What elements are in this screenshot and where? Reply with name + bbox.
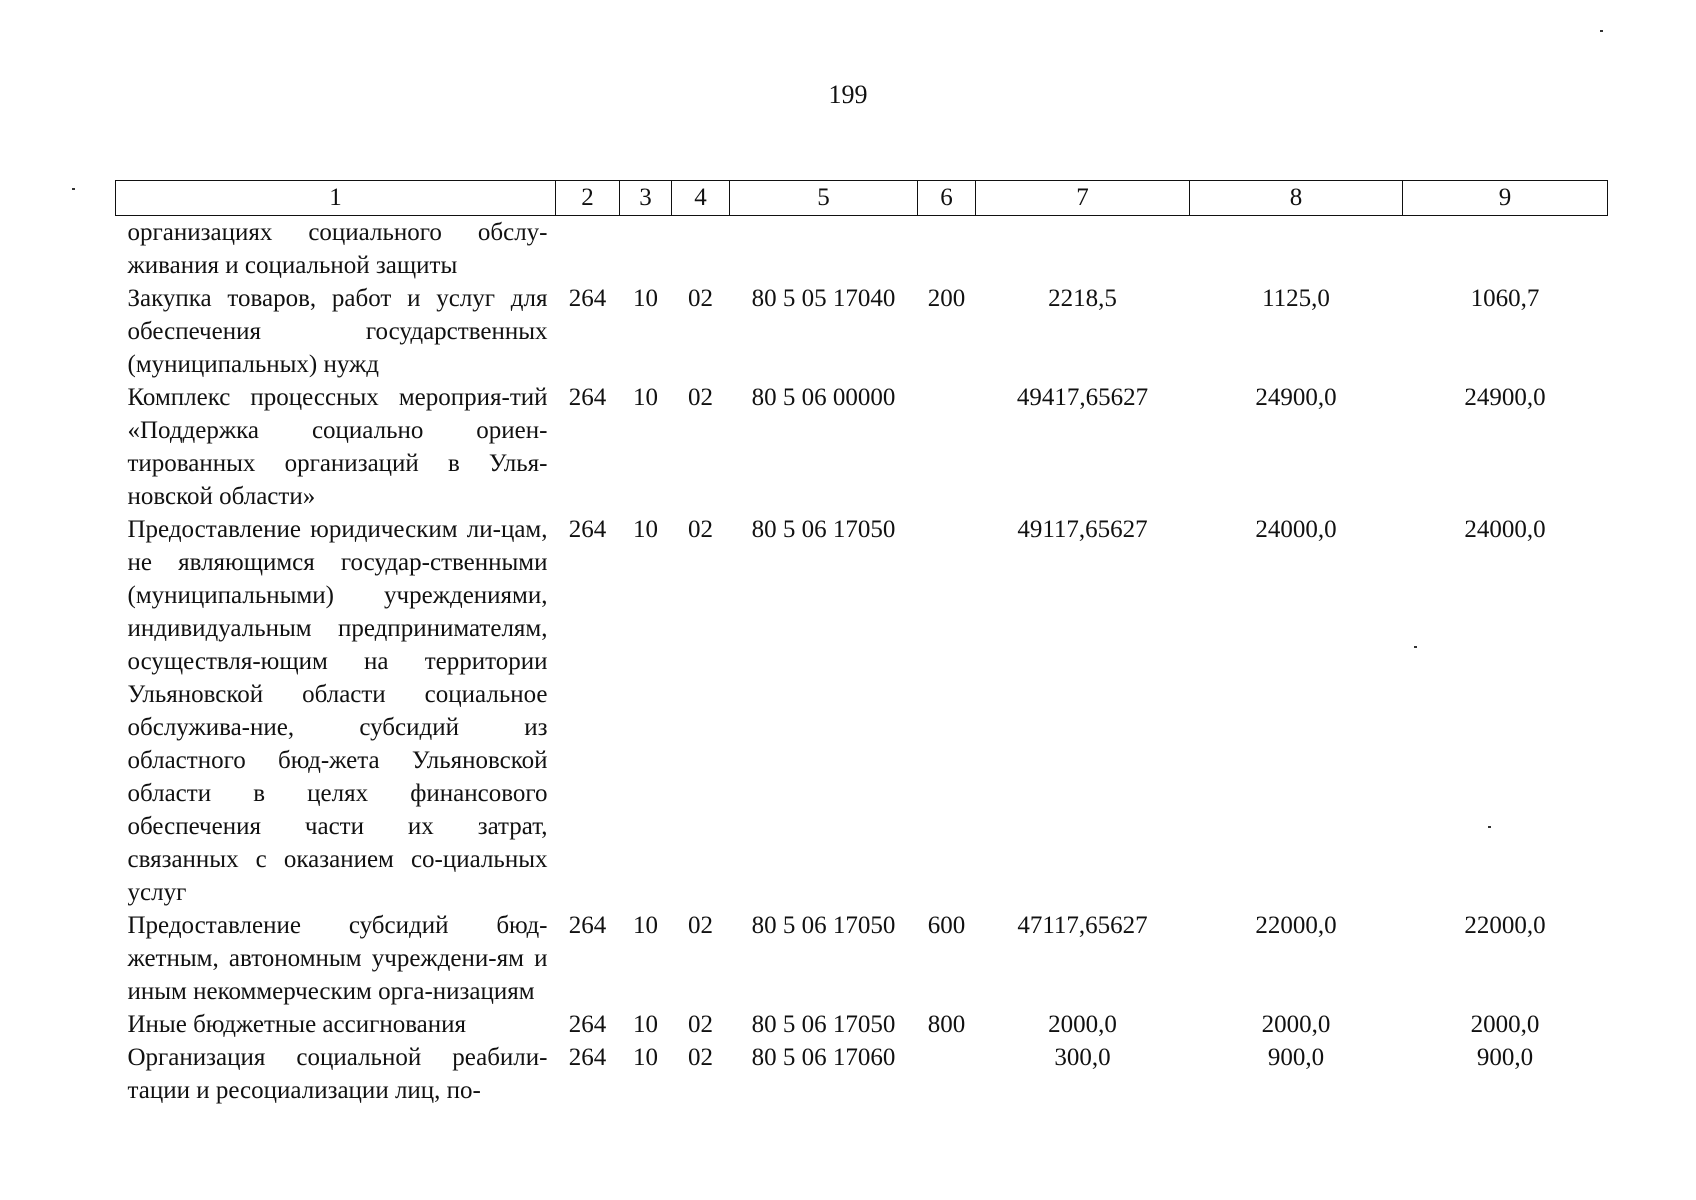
cell-target-article: 80 5 06 17050 [751,516,896,543]
table-row [116,513,1608,909]
row-description: Предоставление юридическим ли-цам, не являющимся государ-ственными (муниципальными) учреждениями, индивидуальным предпринимателям, осуществля-ющим на территории Ульяновской области социальное обслужива-ние, субсидий из областного бюд-жета Ульяновской области в целях финансового обеспечения части их затрат, связанных с оказанием со-циальных услуг [127,516,548,906]
cell-subsection: 02 [688,1044,713,1071]
cell-amount-8 [1190,216,1403,283]
scan-speck [1414,646,1417,648]
column-header: 3 [620,181,672,216]
cell-amount-9 [1403,216,1608,283]
cell-target-article: 80 5 06 00000 [751,384,896,411]
cell-expense-type [918,381,976,513]
row-description: Организация социальной реабили-тации и ресоциализации лиц, по- [127,1044,548,1104]
cell-amount-8: 24900,0 [1255,384,1337,411]
budget-table [115,180,1608,1107]
cell-expense-type: 600 [927,912,966,939]
cell-amount-9: 900,0 [1476,1044,1534,1071]
column-header: 9 [1403,181,1608,216]
cell-expense-type: 800 [927,1011,966,1038]
cell-amount-7: 300,0 [1054,1044,1111,1071]
table-row [116,1008,1608,1041]
row-description: Предоставление субсидий бюд-жетным, автономным учреждени-ям и иным некоммерческим орга-низациям [127,912,548,1005]
cell-amount-7 [976,216,1190,283]
cell-section [620,216,672,283]
cell-subsection: 02 [688,1011,713,1038]
cell-subsection: 02 [688,912,713,939]
cell-amount-9: 1060,7 [1470,285,1540,312]
cell-amount-7: 47117,65627 [1017,912,1148,939]
cell-section: 10 [633,1044,658,1071]
cell-section: 10 [633,912,658,939]
cell-ministry-code: 264 [568,516,607,543]
cell-expense-type [918,513,976,909]
cell-ministry-code: 264 [568,912,607,939]
cell-section: 10 [633,384,658,411]
table-row [116,282,1608,381]
cell-amount-7: 2000,0 [1048,1011,1117,1038]
cell-expense-type [918,216,976,283]
table-row [116,1041,1608,1107]
cell-section: 10 [633,1011,658,1038]
cell-amount-9: 24900,0 [1464,384,1546,411]
cell-amount-7: 2218,5 [1048,285,1117,312]
cell-amount-9: 2000,0 [1470,1011,1540,1038]
table-row [116,216,1608,283]
cell-ministry-code: 264 [568,285,607,312]
cell-expense-type: 200 [927,285,966,312]
cell-target-article: 80 5 06 17060 [751,1044,896,1071]
table-header-row [116,181,1608,216]
cell-expense-type [918,1041,976,1107]
column-header: 6 [918,181,976,216]
row-description: Комплекс процессных мероприя-тий «Поддержка социально ориен-тированных организаций в Улья-новской области» [127,384,548,510]
cell-subsection: 02 [688,384,713,411]
cell-ministry-code: 264 [568,384,607,411]
row-description: Закупка товаров, работ и услуг для обеспечения государственных (муниципальных) нужд [127,285,548,378]
scan-speck [72,188,75,190]
column-header: 1 [116,181,556,216]
column-header: 4 [672,181,730,216]
scan-speck [1600,30,1603,32]
column-header: 8 [1190,181,1403,216]
cell-subsection: 02 [688,285,713,312]
cell-amount-9: 24000,0 [1464,516,1546,543]
cell-amount-8: 22000,0 [1255,912,1337,939]
cell-ministry-code: 264 [568,1011,607,1038]
cell-amount-7: 49417,65627 [1016,384,1149,411]
cell-target-article: 80 5 06 17050 [751,1011,896,1038]
table-row [116,381,1608,513]
row-description: Иные бюджетные ассигнования [127,1011,467,1038]
cell-target-article: 80 5 05 17040 [751,285,896,312]
cell-ministry-code: 264 [568,1044,607,1071]
cell-target-article: 80 5 06 17050 [751,912,896,939]
cell-amount-9: 22000,0 [1464,912,1546,939]
column-header: 5 [730,181,918,216]
cell-amount-8: 1125,0 [1262,285,1330,312]
cell-subsection: 02 [688,516,713,543]
cell-amount-7: 49117,65627 [1017,516,1148,543]
cell-amount-8: 24000,0 [1255,516,1337,543]
scan-speck [1488,826,1491,828]
cell-amount-8: 2000,0 [1261,1011,1331,1038]
cell-ministry-code [556,216,620,283]
table-row [116,909,1608,1008]
column-header: 2 [556,181,620,216]
cell-amount-8: 900,0 [1267,1044,1325,1071]
cell-target-article [730,216,918,283]
column-header: 7 [976,181,1190,216]
cell-section: 10 [633,516,658,543]
row-description: организациях социального обслу-живания и социальной защиты [127,219,548,279]
cell-subsection [672,216,730,283]
page-number: 199 [828,80,868,109]
cell-section: 10 [633,285,658,312]
